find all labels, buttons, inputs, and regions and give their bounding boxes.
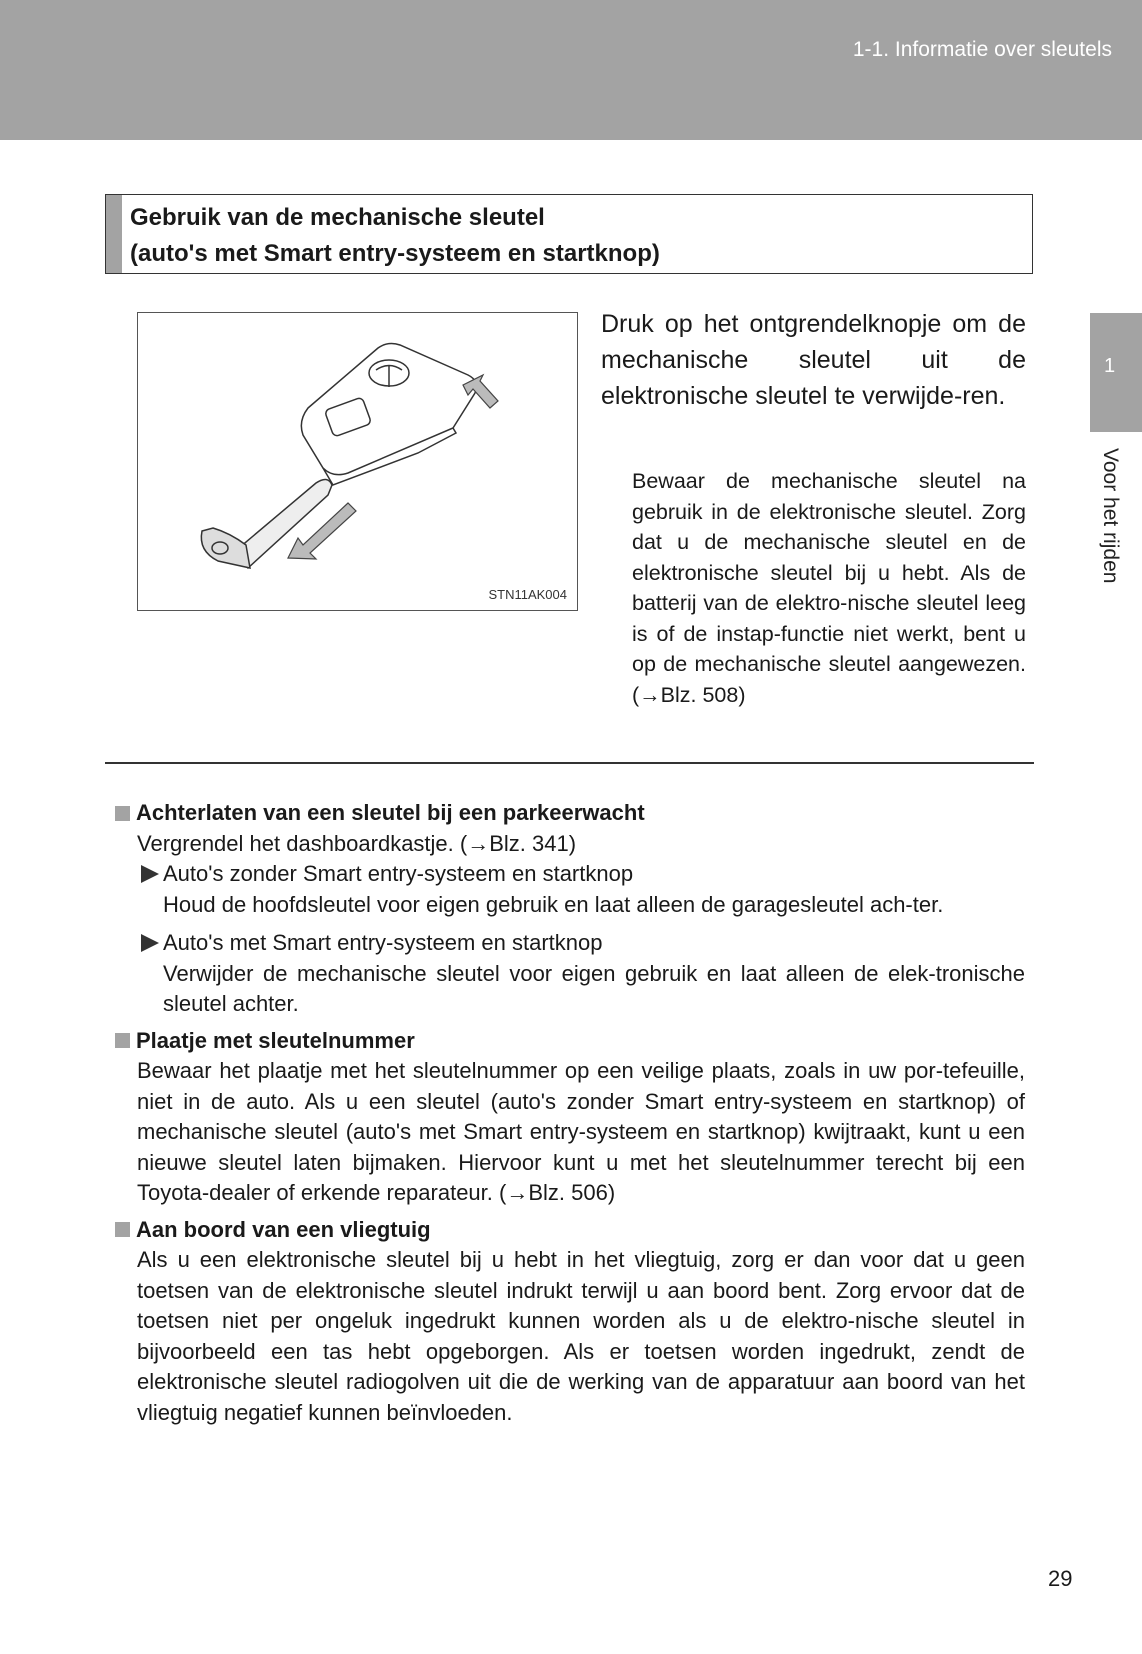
page-header <box>0 0 1142 140</box>
title-line-1: Gebruik van de mechanische sleutel <box>130 204 545 231</box>
section-heading <box>115 1026 1025 1057</box>
sub-item <box>115 928 1025 1020</box>
section-valet <box>115 798 1025 1020</box>
section-text: Als u een elektronische sleutel bij u hebt in het vliegtuig, zorg er dan voor dat u geen toetsen van de elektronische sleutel indrukt terwijl u aan boord bent. Zorg ervoor dat de toetsen niet per ongeluk ingedrukt kunnen worden als u de elektro-nische sleutel in bijvoorbeeld een tas hebt opgeborgen. Als er toetsen worden ingedrukt, zendt de elektronische sleutel radiogolven uit die de werking van de apparatuur aan boord van het vliegtuig negatief kunnen beïnvloeden. <box>137 1247 1025 1425</box>
page-number: 29 <box>1048 1566 1073 1591</box>
page-title <box>130 200 660 272</box>
chapter-label: Voor het rijden <box>1099 448 1122 584</box>
section-heading <box>115 1215 1025 1246</box>
section-key-number <box>115 1026 1025 1209</box>
instruction-text: Druk op het ontgrendelknopje om de mechanische sleutel uit de elektronische sleutel te verwijde-ren. <box>601 310 1026 410</box>
triangle-bullet-icon <box>141 934 159 952</box>
chapter-tab <box>1090 313 1142 432</box>
sub-item-heading: Auto's zonder Smart entry-systeem en startknop <box>163 861 634 886</box>
key-illustration <box>137 312 578 611</box>
triangle-bullet-icon <box>141 865 159 883</box>
title-accent-bar <box>106 195 122 273</box>
sub-item-text: Verwijder de mechanische sleutel voor eigen gebruik en laat alleen de elek-tronische sleutel achter. <box>163 960 1025 1016</box>
section-text: Bewaar het plaatje met het sleutelnummer op een veilige plaats, zoals in uw por-tefeuille, niet in de auto. Als u een sleutel (auto's zonder Smart entry-systeem en startknop) of mechanische sleutel (auto's met Smart entry-systeem en startknop) kwijtraakt, kunt u een nieuwe sleutel laten bijmaken. Hiervoor kunt u met het sleutelnummer terecht bij een Toyota-dealer of erkende reparateur. (→Blz. 506) <box>137 1058 1025 1205</box>
note-text: Bewaar de mechanische sleutel na gebruik in de elektronische sleutel. Zorg dat u de mechanische sleutel en de elektronische sleutel bij u hebt. Als de batterij van de elektro-nische sleutel leeg is of de instap-functie niet werkt, bent u op de mechanische sleutel aangewezen. (→Blz. 508) <box>632 469 1026 707</box>
section-text: Vergrendel het dashboardkastje. (→Blz. 341) <box>137 830 577 856</box>
heading-text: Achterlaten van een sleutel bij een parkeerwacht <box>136 800 645 825</box>
section-heading <box>115 798 1025 829</box>
square-bullet-icon <box>115 1222 130 1237</box>
title-line-2: (auto's met Smart entry-systeem en startknop) <box>130 240 660 267</box>
section-title: 1-1. Informatie over sleutels <box>852 38 1112 61</box>
heading-text: Plaatje met sleutelnummer <box>136 1027 415 1053</box>
section-title-box <box>105 194 1033 274</box>
divider <box>105 762 1034 764</box>
square-bullet-icon <box>115 806 130 821</box>
chapter-number: 1 <box>1104 355 1116 377</box>
info-sections <box>115 792 1025 1428</box>
sub-item-text: Houd de hoofdsleutel voor eigen gebruik en laat alleen de garagesleutel ach-ter. <box>163 891 944 917</box>
sub-item-heading: Auto's met Smart entry-systeem en startknop <box>163 930 603 955</box>
heading-text: Aan boord van een vliegtuig <box>136 1216 431 1242</box>
section-airplane <box>115 1215 1025 1429</box>
square-bullet-icon <box>115 1033 130 1048</box>
figure-code: STN11AK004 <box>488 587 567 602</box>
smart-key-drawing <box>138 313 577 610</box>
sub-item <box>115 859 1025 920</box>
